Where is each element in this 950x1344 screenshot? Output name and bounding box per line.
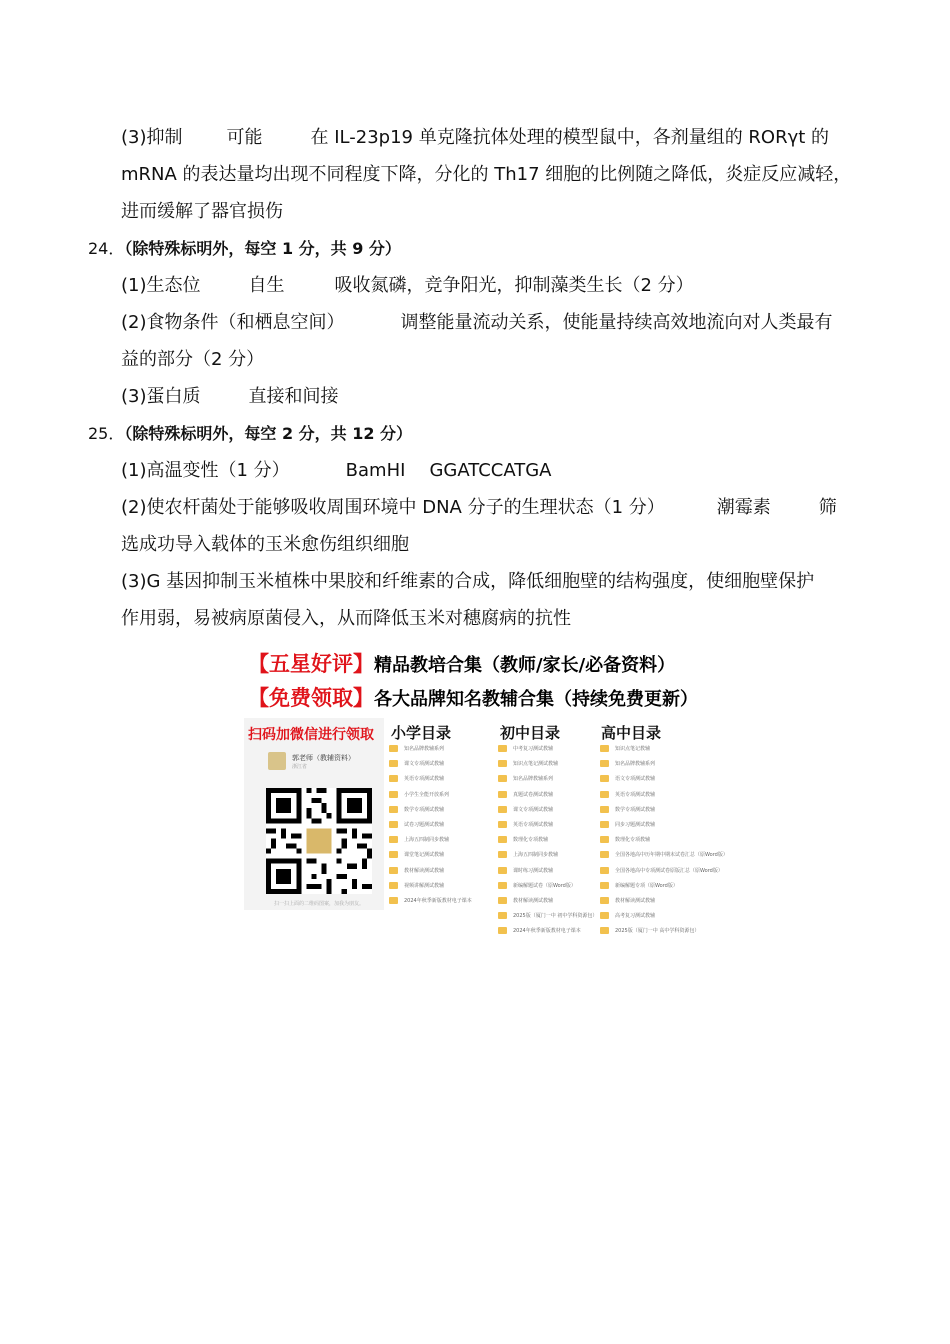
catalog-folder-item[interactable] xyxy=(600,817,728,832)
catalog-folder-item[interactable] xyxy=(600,741,728,756)
question-number: 24． xyxy=(88,239,125,258)
folder-icon xyxy=(600,912,609,919)
answer-24-2: (2)食物条件（和栖息空间） 调整能量流动关系，使能量持续高效地流向对人类最有 xyxy=(121,312,833,333)
folder-label: 课文专项测试教辅 xyxy=(404,761,445,768)
folder-label: 全国各地高中历年期中期末试卷汇总（原Word版） xyxy=(615,852,728,859)
catalog-folder-item[interactable] xyxy=(498,771,594,786)
answer-25-3-cont: 作用弱，易被病原菌侵入，从而降低玉米对穗腐病的抗性 xyxy=(121,608,571,629)
catalog-folder-item[interactable] xyxy=(498,863,594,878)
catalog-folder-item[interactable] xyxy=(389,741,489,756)
folder-icon xyxy=(498,836,507,843)
folder-icon xyxy=(389,851,398,858)
folder-icon xyxy=(389,760,398,767)
folder-label: 课堂笔记测试教辅 xyxy=(404,852,445,859)
folder-label: 课时练习测试教辅 xyxy=(513,867,554,874)
folder-label: 知识点笔记测试教辅 xyxy=(513,761,559,768)
catalog-folder-item[interactable] xyxy=(389,771,489,786)
promo-headline-2: 【免费领取】各大品牌知名教辅合集（持续免费更新） xyxy=(248,685,698,710)
folder-label: 知名品牌教辅系列 xyxy=(615,761,656,768)
folder-icon xyxy=(600,745,609,752)
folder-icon xyxy=(498,912,507,919)
folder-label: 英语专项测试教辅 xyxy=(404,776,445,783)
folder-icon xyxy=(389,791,398,798)
folder-label: 知名品牌教辅系列 xyxy=(513,776,554,783)
answer-23-3-line2: mRNA 的表达量均出现不同程度下降，分化的 Th17 细胞的比例随之降低，炎症反应减轻， xyxy=(121,164,852,185)
promo-banner xyxy=(244,646,730,935)
catalog-folder-item[interactable] xyxy=(498,893,594,908)
folder-icon xyxy=(389,836,398,843)
promo-headline-1: 【五星好评】精品教培合集（教师/家长/必备资料） xyxy=(248,651,676,676)
folder-label: 真题试卷测试教辅 xyxy=(513,791,554,798)
folder-label: 教材解读测试教辅 xyxy=(404,867,445,874)
catalog-folder-item[interactable] xyxy=(389,878,489,893)
catalog-folder-item[interactable] xyxy=(498,817,594,832)
folder-label: 新编解题试卷（原Word版） xyxy=(513,882,576,889)
folder-label: 2025版（厦门一中 初中学科资源包） xyxy=(513,913,598,920)
folder-label: 知识点笔记教辅 xyxy=(615,746,651,753)
folder-icon xyxy=(498,806,507,813)
catalog-folder-item[interactable] xyxy=(389,847,489,862)
folder-label: 试卷习题测试教辅 xyxy=(404,822,445,829)
folder-icon xyxy=(600,927,609,934)
folder-icon xyxy=(600,836,609,843)
folder-label: 小学生全能开放系列 xyxy=(404,791,450,798)
folder-icon xyxy=(498,897,507,904)
scoring-note: （除特殊标明外，每空 1 分，共 9 分） xyxy=(124,239,401,258)
catalog-folder-item[interactable] xyxy=(389,817,489,832)
answer-24-2-cont: 益的部分（2 分） xyxy=(121,349,265,370)
catalog-folder-item[interactable] xyxy=(389,893,489,908)
catalog-folder-item[interactable] xyxy=(600,863,728,878)
folder-label: 数学专项测试教辅 xyxy=(404,806,445,813)
folder-icon xyxy=(600,867,609,874)
folder-label: 2025版（厦门一中 高中学科资源包） xyxy=(615,928,700,935)
catalog-folder-item[interactable] xyxy=(498,756,594,771)
folder-icon xyxy=(498,927,507,934)
folder-icon xyxy=(600,821,609,828)
folder-label: 2024年秋季新版教材电子课本 xyxy=(404,897,472,904)
folder-icon xyxy=(498,882,507,889)
answer-25-2-cont: 选成功导入载体的玉米愈伤组织细胞 xyxy=(121,534,409,555)
catalog-folder-item[interactable] xyxy=(389,832,489,847)
folder-label: 知名品牌教辅系列 xyxy=(404,746,445,753)
folder-icon xyxy=(498,775,507,782)
folder-label: 教材解读测试教辅 xyxy=(513,897,554,904)
answer-25-1: (1)高温变性（1 分） BamHI GGATCCATGA xyxy=(121,460,552,481)
folder-label: 语文专项测试教辅 xyxy=(615,776,656,783)
contact-region: 浙江省 xyxy=(292,764,308,770)
senior-catalog-title: 高中目录 xyxy=(601,724,662,742)
folder-icon xyxy=(498,821,507,828)
answer-25-3: (3)G 基因抑制玉米植株中果胶和纤维素的合成，降低细胞壁的结构强度，使细胞壁保护 xyxy=(121,571,815,592)
folder-icon xyxy=(389,897,398,904)
folder-label: 上海五四制同步教辅 xyxy=(513,852,559,859)
question-number: 25． xyxy=(88,424,125,443)
junior-catalog-title: 初中目录 xyxy=(500,724,561,742)
folder-icon xyxy=(600,760,609,767)
folder-label: 全国各地高中专项测试卷原版汇总（原Word版） xyxy=(615,867,723,874)
catalog-folder-item[interactable] xyxy=(600,756,728,771)
catalog-folder-item[interactable] xyxy=(600,893,728,908)
catalog-folder-item[interactable] xyxy=(498,787,594,802)
catalog-folder-item[interactable] xyxy=(498,832,594,847)
folder-icon xyxy=(600,897,609,904)
folder-icon xyxy=(498,851,507,858)
catalog-folder-item[interactable] xyxy=(498,923,594,938)
folder-label: 中考复习测试教辅 xyxy=(513,746,554,753)
junior-catalog-list xyxy=(498,741,598,938)
catalog-folder-item[interactable] xyxy=(600,787,728,802)
catalog-folder-item[interactable] xyxy=(600,832,728,847)
folder-icon xyxy=(389,806,398,813)
catalog-folder-item[interactable] xyxy=(498,741,594,756)
folder-icon xyxy=(600,775,609,782)
folder-label: 同步习题测试教辅 xyxy=(615,822,656,829)
folder-label: 数理化专项教辅 xyxy=(513,837,549,844)
answer-24-3: (3)蛋白质 直接和间接 xyxy=(121,386,339,407)
folder-label: 2024年秋季新版教材电子课本 xyxy=(513,928,581,935)
primary-catalog-list xyxy=(389,741,489,908)
catalog-folder-item[interactable] xyxy=(600,802,728,817)
folder-icon xyxy=(389,882,398,889)
folder-label: 课文专项测试教辅 xyxy=(513,806,554,813)
catalog-folder-item[interactable] xyxy=(389,787,489,802)
contact-name: 郭老师（教辅资料） xyxy=(292,754,355,762)
catalog-folder-item[interactable] xyxy=(600,847,728,862)
folder-icon xyxy=(600,851,609,858)
folder-label: 数理化专项教辅 xyxy=(615,837,651,844)
catalog-folder-item[interactable] xyxy=(498,908,598,923)
answer-25-2: (2)使农杆菌处于能够吸收周围环境中 DNA 分子的生理状态（1 分） 潮霉素 筛 xyxy=(121,497,837,518)
folder-label: 视频讲解测试教辅 xyxy=(404,882,445,889)
answer-23-3-line1: (3)抑制 可能 在 IL-23p19 单克隆抗体处理的模型鼠中，各剂量组的 RORγt 的 xyxy=(121,127,830,148)
folder-label: 新编解题专项（原Word版） xyxy=(615,882,678,889)
question-25-header xyxy=(88,422,412,446)
folder-icon xyxy=(389,775,398,782)
catalog-folder-item[interactable] xyxy=(389,756,489,771)
folder-label: 上海五四制同步教辅 xyxy=(404,837,450,844)
folder-icon xyxy=(498,867,507,874)
catalog-folder-item[interactable] xyxy=(600,908,728,923)
primary-catalog-title: 小学目录 xyxy=(391,724,452,742)
folder-icon xyxy=(389,867,398,874)
folder-icon xyxy=(498,791,507,798)
folder-icon xyxy=(600,806,609,813)
catalog-folder-item[interactable] xyxy=(600,771,728,786)
folder-icon xyxy=(498,745,507,752)
wechat-contact-card xyxy=(262,750,382,774)
catalog-folder-item[interactable] xyxy=(389,863,489,878)
folder-label: 英语专项测试教辅 xyxy=(513,822,554,829)
catalog-folder-item[interactable] xyxy=(600,878,728,893)
catalog-folder-item[interactable] xyxy=(498,802,594,817)
scoring-note: （除特殊标明外，每空 2 分，共 12 分） xyxy=(124,424,413,443)
catalog-folder-item[interactable] xyxy=(498,878,594,893)
folder-label: 英语专项测试教辅 xyxy=(615,791,656,798)
catalog-folder-item[interactable] xyxy=(600,923,728,938)
senior-catalog-list xyxy=(600,741,728,938)
catalog-folder-item[interactable] xyxy=(389,802,489,817)
folder-icon xyxy=(498,760,507,767)
folder-icon xyxy=(389,821,398,828)
folder-icon xyxy=(600,882,609,889)
qr-code-icon[interactable] xyxy=(266,788,372,894)
folder-label: 高考复习测试教辅 xyxy=(615,913,656,920)
qr-footer-text: 扫一扫上面的二维码图案，加我为朋友。 xyxy=(274,901,365,907)
answer-23-3-line3: 进而缓解了器官损伤 xyxy=(121,201,283,222)
folder-icon xyxy=(389,745,398,752)
folder-label: 数学专项测试教辅 xyxy=(615,806,656,813)
scan-instruction: 扫码加微信进行领取 xyxy=(248,727,374,743)
folder-icon xyxy=(600,791,609,798)
avatar xyxy=(268,752,286,770)
answer-24-1: (1)生态位 自生 吸收氮磷，竞争阳光，抑制藻类生长（2 分） xyxy=(121,275,694,296)
folder-label: 教材解读测试教辅 xyxy=(615,897,656,904)
question-24-header xyxy=(88,237,401,261)
catalog-folder-item[interactable] xyxy=(498,847,594,862)
